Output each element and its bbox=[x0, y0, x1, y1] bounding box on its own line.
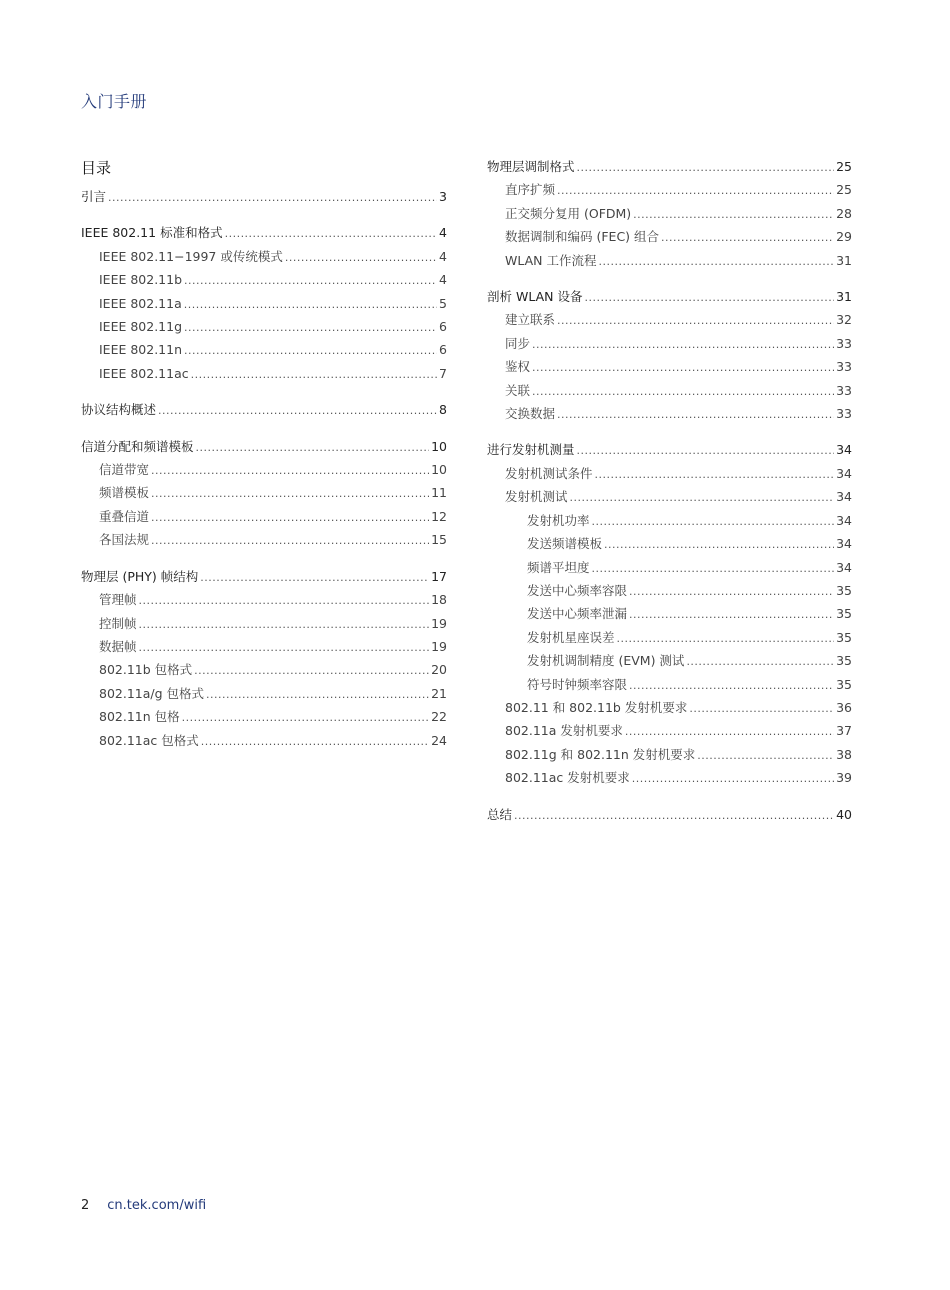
toc-entry-page: 25 bbox=[836, 159, 852, 174]
toc-dot-leader bbox=[557, 310, 834, 332]
toc-entry[interactable] bbox=[487, 697, 852, 720]
toc-dot-leader bbox=[139, 614, 430, 636]
toc-entry[interactable] bbox=[487, 486, 852, 509]
toc-entry[interactable] bbox=[487, 156, 852, 179]
toc-dot-leader bbox=[629, 581, 834, 603]
toc-dot-leader bbox=[661, 227, 834, 249]
toc-entry-title: 控制帧 bbox=[99, 615, 137, 631]
toc-dot-leader bbox=[201, 731, 429, 753]
toc-entry-page: 12 bbox=[431, 508, 447, 524]
toc-entry[interactable] bbox=[81, 436, 447, 459]
toc-entry-page: 35 bbox=[836, 629, 852, 645]
toc-entry-title: 建立联系 bbox=[505, 312, 556, 328]
toc-entry-title: 正交频分复用 (OFDM) bbox=[505, 205, 632, 221]
toc-dot-leader bbox=[557, 180, 834, 202]
toc-entry[interactable] bbox=[487, 603, 852, 626]
toc-entry-title: 符号时钟频率容限 bbox=[527, 676, 628, 692]
toc-entry[interactable] bbox=[81, 683, 447, 706]
toc-entry-title: 重叠信道 bbox=[99, 508, 150, 524]
toc-entry-page: 7 bbox=[439, 365, 447, 381]
toc-dot-leader bbox=[139, 637, 430, 659]
toc-entry-title: IEEE 802.11ac bbox=[99, 365, 189, 381]
toc-entry[interactable] bbox=[81, 246, 447, 269]
toc-entry[interactable] bbox=[81, 293, 447, 316]
toc-entry-title: 802.11b 包格式 bbox=[99, 662, 193, 678]
toc-entry[interactable] bbox=[81, 459, 447, 482]
toc-group bbox=[81, 566, 447, 753]
toc-entry-page: 39 bbox=[836, 770, 852, 786]
toc-entry[interactable] bbox=[487, 744, 852, 767]
toc-entry-page: 18 bbox=[431, 592, 447, 608]
toc-entry-page: 37 bbox=[836, 723, 852, 739]
toc-entry[interactable] bbox=[487, 510, 852, 533]
toc-group bbox=[81, 222, 447, 386]
footer-url-link[interactable]: cn.tek.com/wifi bbox=[107, 1198, 207, 1213]
toc-group bbox=[81, 186, 447, 209]
toc-entry-title: 数据调制和编码 (FEC) 组合 bbox=[505, 229, 660, 245]
toc-entry-page: 33 bbox=[836, 406, 852, 422]
toc-entry[interactable] bbox=[81, 659, 447, 682]
toc-entry[interactable] bbox=[81, 482, 447, 505]
toc-entry[interactable] bbox=[81, 269, 447, 292]
toc-entry[interactable] bbox=[487, 767, 852, 790]
toc-dot-leader bbox=[182, 707, 429, 729]
toc-entry-title: 引言 bbox=[81, 189, 107, 204]
toc-entry-page: 21 bbox=[431, 685, 447, 701]
toc-entry-title: 剖析 WLAN 设备 bbox=[487, 289, 583, 305]
toc-dot-leader bbox=[194, 660, 429, 682]
toc-entry-page: 20 bbox=[431, 662, 447, 678]
toc-dot-leader bbox=[599, 251, 835, 273]
toc-entry-page: 3 bbox=[439, 189, 447, 204]
toc-dot-leader bbox=[532, 334, 834, 356]
toc-dot-leader bbox=[604, 534, 834, 556]
toc-entry-title: IEEE 802.11a bbox=[99, 295, 182, 311]
toc-heading: 目录 bbox=[81, 159, 112, 177]
toc-entry[interactable] bbox=[81, 636, 447, 659]
page-number: 2 bbox=[81, 1198, 90, 1213]
toc-dot-leader bbox=[584, 287, 834, 309]
toc-entry-title: 发送中心频率泄漏 bbox=[527, 606, 628, 622]
toc-dot-leader bbox=[689, 698, 834, 720]
toc-dot-leader bbox=[108, 187, 437, 209]
toc-dot-leader bbox=[184, 317, 437, 339]
toc-right-column bbox=[487, 156, 852, 840]
toc-entry-title: 发射机功率 bbox=[527, 512, 590, 528]
toc-dot-leader bbox=[592, 511, 835, 533]
toc-entry-title: 物理层调制格式 bbox=[487, 159, 575, 174]
toc-entry[interactable] bbox=[81, 399, 447, 422]
toc-dot-leader bbox=[633, 204, 834, 226]
toc-entry-page: 5 bbox=[439, 295, 447, 311]
toc-group bbox=[487, 804, 852, 827]
toc-group bbox=[487, 439, 852, 790]
toc-entry-page: 31 bbox=[836, 289, 852, 305]
toc-entry-title: 频谱模板 bbox=[99, 485, 150, 501]
toc-entry-page: 4 bbox=[439, 225, 447, 241]
toc-entry[interactable] bbox=[487, 674, 852, 697]
toc-entry-title: 802.11a 发射机要求 bbox=[505, 723, 623, 739]
toc-entry-title: 发送频谱模板 bbox=[527, 536, 603, 552]
toc-entry-title: IEEE 802.11−1997 或传统模式 bbox=[99, 248, 283, 264]
toc-dot-leader bbox=[532, 381, 834, 403]
toc-entry-title: 发射机调制精度 (EVM) 测试 bbox=[527, 653, 685, 669]
toc-dot-leader bbox=[697, 745, 834, 767]
toc-dot-leader bbox=[570, 487, 835, 509]
toc-entry-title: 802.11ac 发射机要求 bbox=[505, 770, 630, 786]
toc-dot-leader bbox=[184, 270, 437, 292]
toc-entry-title: IEEE 802.11g bbox=[99, 319, 183, 335]
toc-group bbox=[487, 286, 852, 426]
toc-entry-page: 22 bbox=[431, 709, 447, 725]
toc-entry-page: 4 bbox=[439, 248, 447, 264]
toc-entry-title: 数据帧 bbox=[99, 638, 137, 654]
toc-entry-page: 33 bbox=[836, 359, 852, 375]
toc-entry[interactable] bbox=[487, 403, 852, 426]
toc-entry[interactable] bbox=[487, 356, 852, 379]
page-footer bbox=[81, 1198, 206, 1213]
toc-entry-title: 管理帧 bbox=[99, 592, 137, 608]
toc-entry-page: 40 bbox=[836, 806, 852, 822]
toc-entry-title: 各国法规 bbox=[99, 532, 150, 548]
toc-entry-title: IEEE 802.11n bbox=[99, 342, 183, 358]
toc-entry-title: 协议结构概述 bbox=[81, 402, 157, 418]
toc-entry-page: 11 bbox=[431, 485, 447, 501]
toc-entry[interactable] bbox=[487, 250, 852, 273]
toc-entry-title: WLAN 工作流程 bbox=[505, 252, 597, 268]
toc-entry-title: 频谱平坦度 bbox=[527, 559, 590, 575]
document-title: 入门手册 bbox=[81, 92, 148, 111]
toc-entry[interactable] bbox=[487, 557, 852, 580]
toc-entry[interactable] bbox=[487, 380, 852, 403]
toc-entry-title: 交换数据 bbox=[505, 406, 556, 422]
toc-dot-leader bbox=[686, 651, 834, 673]
toc-entry-page: 25 bbox=[836, 182, 852, 198]
toc-entry-page: 24 bbox=[431, 732, 447, 748]
toc-dot-leader bbox=[532, 357, 834, 379]
toc-dot-leader bbox=[191, 364, 437, 386]
toc-entry-title: 802.11g 和 802.11n 发射机要求 bbox=[505, 746, 696, 762]
toc-dot-leader bbox=[514, 805, 834, 827]
toc-dot-leader bbox=[592, 558, 835, 580]
toc-entry[interactable] bbox=[487, 309, 852, 332]
toc-entry-page: 36 bbox=[836, 699, 852, 715]
toc-dot-leader bbox=[625, 721, 834, 743]
toc-entry-page: 19 bbox=[431, 638, 447, 654]
toc-entry-page: 34 bbox=[836, 559, 852, 575]
toc-entry-title: 发射机测试条件 bbox=[505, 465, 593, 481]
toc-entry[interactable] bbox=[81, 706, 447, 729]
toc-group bbox=[81, 436, 447, 553]
toc-entry-title: 发射机测试 bbox=[505, 489, 568, 505]
toc-entry-title: 直序扩频 bbox=[505, 182, 556, 198]
toc-entry-page: 10 bbox=[431, 438, 447, 454]
toc-entry-page: 38 bbox=[836, 746, 852, 762]
toc-entry-title: 802.11 和 802.11b 发射机要求 bbox=[505, 699, 688, 715]
toc-entry[interactable] bbox=[81, 222, 447, 245]
toc-entry-page: 6 bbox=[439, 319, 447, 335]
toc-dot-leader bbox=[632, 768, 834, 790]
toc-entry-page: 29 bbox=[836, 229, 852, 245]
toc-entry-page: 31 bbox=[836, 252, 852, 268]
toc-dot-leader bbox=[151, 460, 429, 482]
toc-entry-title: 关联 bbox=[505, 382, 531, 398]
toc-entry-page: 35 bbox=[836, 653, 852, 669]
toc-entry-page: 34 bbox=[836, 489, 852, 505]
toc-entry-title: 同步 bbox=[505, 335, 531, 351]
toc-entry[interactable] bbox=[487, 333, 852, 356]
toc-dot-leader bbox=[577, 157, 835, 179]
toc-dot-leader bbox=[629, 604, 834, 626]
toc-entry[interactable] bbox=[487, 627, 852, 650]
toc-entry[interactable] bbox=[487, 463, 852, 486]
toc-dot-leader bbox=[139, 590, 430, 612]
toc-entry[interactable] bbox=[487, 580, 852, 603]
toc-entry-title: 发射机星座误差 bbox=[527, 629, 615, 645]
toc-entry[interactable] bbox=[81, 363, 447, 386]
toc-entry-page: 35 bbox=[836, 676, 852, 692]
toc-group bbox=[81, 399, 447, 422]
toc-entry[interactable] bbox=[81, 589, 447, 612]
toc-entry[interactable] bbox=[487, 533, 852, 556]
toc-dot-leader bbox=[158, 400, 437, 422]
toc-entry-title: 进行发射机测量 bbox=[487, 442, 575, 458]
toc-entry-title: IEEE 802.11b bbox=[99, 272, 183, 288]
toc-entry[interactable] bbox=[487, 179, 852, 202]
toc-entry[interactable] bbox=[487, 650, 852, 673]
toc-entry-page: 35 bbox=[836, 582, 852, 598]
toc-entry-title: 信道带宽 bbox=[99, 462, 150, 478]
toc-entry-title: 802.11n 包格 bbox=[99, 709, 180, 725]
toc-entry-title: 802.11a/g 包格式 bbox=[99, 685, 205, 701]
toc-dot-leader bbox=[595, 464, 835, 486]
toc-dot-leader bbox=[206, 684, 429, 706]
toc-dot-leader bbox=[196, 437, 430, 459]
toc-entry-page: 17 bbox=[431, 568, 447, 584]
toc-entry-page: 34 bbox=[836, 536, 852, 552]
toc-entry-page: 15 bbox=[431, 532, 447, 548]
toc-entry-title: 发送中心频率容限 bbox=[527, 582, 628, 598]
toc-entry-page: 19 bbox=[431, 615, 447, 631]
toc-entry-title: 802.11ac 包格式 bbox=[99, 732, 199, 748]
toc-entry-title: 物理层 (PHY) 帧结构 bbox=[81, 568, 199, 584]
toc-entry-title: 总结 bbox=[487, 806, 513, 822]
toc-entry[interactable] bbox=[81, 566, 447, 589]
toc-entry-title: 信道分配和频谱模板 bbox=[81, 438, 194, 454]
toc-entry-page: 28 bbox=[836, 205, 852, 221]
toc-entry[interactable] bbox=[487, 720, 852, 743]
toc-entry-title: IEEE 802.11 标准和格式 bbox=[81, 225, 223, 241]
toc-entry-page: 34 bbox=[836, 465, 852, 481]
toc-entry-page: 4 bbox=[439, 272, 447, 288]
toc-dot-leader bbox=[225, 223, 437, 245]
toc-group bbox=[487, 156, 852, 273]
toc-entry-title: 鉴权 bbox=[505, 359, 531, 375]
toc-entry[interactable] bbox=[81, 613, 447, 636]
toc-dot-leader bbox=[285, 247, 437, 269]
toc-dot-leader bbox=[577, 440, 835, 462]
toc-entry[interactable] bbox=[81, 339, 447, 362]
toc-entry-page: 33 bbox=[836, 335, 852, 351]
toc-entry[interactable] bbox=[487, 439, 852, 462]
toc-dot-leader bbox=[617, 628, 835, 650]
toc-entry[interactable] bbox=[487, 286, 852, 309]
toc-dot-leader bbox=[184, 294, 437, 316]
toc-entry-page: 32 bbox=[836, 312, 852, 328]
toc-entry[interactable] bbox=[81, 506, 447, 529]
toc-dot-leader bbox=[629, 675, 834, 697]
toc-dot-leader bbox=[184, 340, 437, 362]
toc-entry-page: 6 bbox=[439, 342, 447, 358]
toc-left-column bbox=[81, 186, 447, 766]
toc-dot-leader bbox=[151, 483, 429, 505]
toc-entry[interactable] bbox=[487, 226, 852, 249]
toc-entry[interactable] bbox=[81, 186, 447, 209]
toc-entry-page: 33 bbox=[836, 382, 852, 398]
toc-dot-leader bbox=[200, 567, 429, 589]
toc-entry[interactable] bbox=[487, 203, 852, 226]
toc-entry-page: 34 bbox=[836, 442, 852, 458]
toc-entry[interactable] bbox=[487, 804, 852, 827]
toc-entry-page: 8 bbox=[439, 402, 447, 418]
toc-entry-page: 35 bbox=[836, 606, 852, 622]
toc-dot-leader bbox=[151, 530, 429, 552]
toc-entry[interactable] bbox=[81, 316, 447, 339]
toc-entry-page: 10 bbox=[431, 462, 447, 478]
toc-entry-page: 34 bbox=[836, 512, 852, 528]
toc-entry[interactable] bbox=[81, 730, 447, 753]
toc-dot-leader bbox=[151, 507, 429, 529]
toc-entry[interactable] bbox=[81, 529, 447, 552]
toc-dot-leader bbox=[557, 404, 834, 426]
